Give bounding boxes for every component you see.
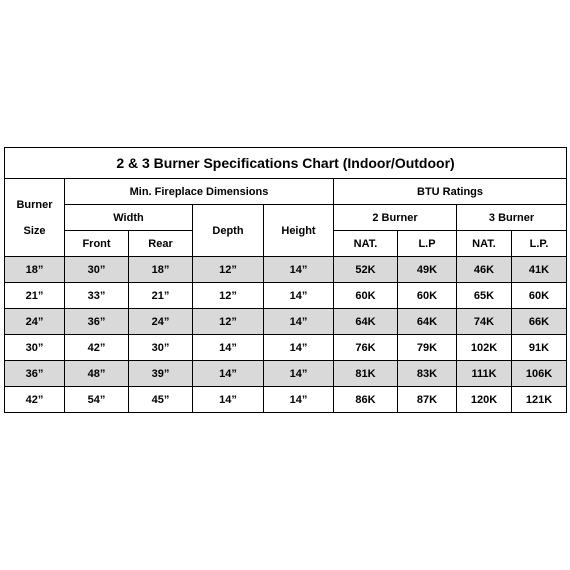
cell-nat3: 102K: [457, 335, 512, 361]
min-fireplace-header: Min. Fireplace Dimensions: [65, 179, 334, 205]
cell-lp2: 79K: [398, 335, 457, 361]
table-row: [5, 361, 567, 387]
cell-nat2: 76K: [334, 335, 398, 361]
cell-height: 14”: [264, 257, 334, 283]
cell-height: 14”: [264, 361, 334, 387]
front-header: Front: [65, 231, 129, 257]
cell-rear: 18”: [129, 257, 193, 283]
cell-lp3: 41K: [512, 257, 567, 283]
cell-rear: 45”: [129, 387, 193, 413]
cell-front: 36”: [65, 309, 129, 335]
cell-nat3: 120K: [457, 387, 512, 413]
cell-lp3: 91K: [512, 335, 567, 361]
cell-nat3: 74K: [457, 309, 512, 335]
lp-3-header: L.P.: [512, 231, 567, 257]
cell-nat2: 86K: [334, 387, 398, 413]
cell-lp3: 106K: [512, 361, 567, 387]
cell-front: 42”: [65, 335, 129, 361]
cell-front: 33”: [65, 283, 129, 309]
table-row: [5, 257, 567, 283]
depth-header: Depth: [193, 205, 264, 257]
cell-nat2: 64K: [334, 309, 398, 335]
table-title: 2 & 3 Burner Specifications Chart (Indoor/Outdoor): [5, 148, 567, 179]
table-row: [5, 283, 567, 309]
cell-height: 14”: [264, 335, 334, 361]
burner-size-header: [5, 179, 65, 257]
width-header: Width: [65, 205, 193, 231]
cell-height: 14”: [264, 283, 334, 309]
cell-size: 42”: [5, 387, 65, 413]
cell-depth: 14”: [193, 361, 264, 387]
cell-nat2: 60K: [334, 283, 398, 309]
burner-size-header-line2: Size: [23, 224, 46, 237]
cell-nat2: 52K: [334, 257, 398, 283]
cell-front: 54”: [65, 387, 129, 413]
cell-lp2: 49K: [398, 257, 457, 283]
cell-rear: 30”: [129, 335, 193, 361]
table-row: [5, 335, 567, 361]
cell-nat3: 111K: [457, 361, 512, 387]
cell-front: 48”: [65, 361, 129, 387]
burner-spec-table: [4, 147, 567, 413]
two-burner-header: 2 Burner: [334, 205, 457, 231]
cell-nat3: 46K: [457, 257, 512, 283]
cell-size: 30”: [5, 335, 65, 361]
cell-lp3: 121K: [512, 387, 567, 413]
cell-depth: 12”: [193, 309, 264, 335]
three-burner-header: 3 Burner: [457, 205, 567, 231]
nat-2-header: NAT.: [334, 231, 398, 257]
cell-lp2: 83K: [398, 361, 457, 387]
burner-size-header-line1: Burner: [16, 198, 53, 211]
table-row: [5, 309, 567, 335]
btu-ratings-header: BTU Ratings: [334, 179, 567, 205]
cell-rear: 21”: [129, 283, 193, 309]
cell-nat2: 81K: [334, 361, 398, 387]
lp-2-header: L.P: [398, 231, 457, 257]
cell-lp2: 60K: [398, 283, 457, 309]
rear-header: Rear: [129, 231, 193, 257]
nat-3-header: NAT.: [457, 231, 512, 257]
cell-size: 36”: [5, 361, 65, 387]
cell-rear: 39”: [129, 361, 193, 387]
cell-lp3: 60K: [512, 283, 567, 309]
cell-lp3: 66K: [512, 309, 567, 335]
height-header: Height: [264, 205, 334, 257]
cell-depth: 12”: [193, 283, 264, 309]
cell-size: 18”: [5, 257, 65, 283]
cell-lp2: 87K: [398, 387, 457, 413]
cell-size: 24”: [5, 309, 65, 335]
cell-front: 30”: [65, 257, 129, 283]
cell-size: 21”: [5, 283, 65, 309]
cell-depth: 12”: [193, 257, 264, 283]
table-row: [5, 387, 567, 413]
cell-height: 14”: [264, 387, 334, 413]
cell-rear: 24”: [129, 309, 193, 335]
cell-nat3: 65K: [457, 283, 512, 309]
cell-height: 14”: [264, 309, 334, 335]
cell-depth: 14”: [193, 335, 264, 361]
cell-lp2: 64K: [398, 309, 457, 335]
cell-depth: 14”: [193, 387, 264, 413]
